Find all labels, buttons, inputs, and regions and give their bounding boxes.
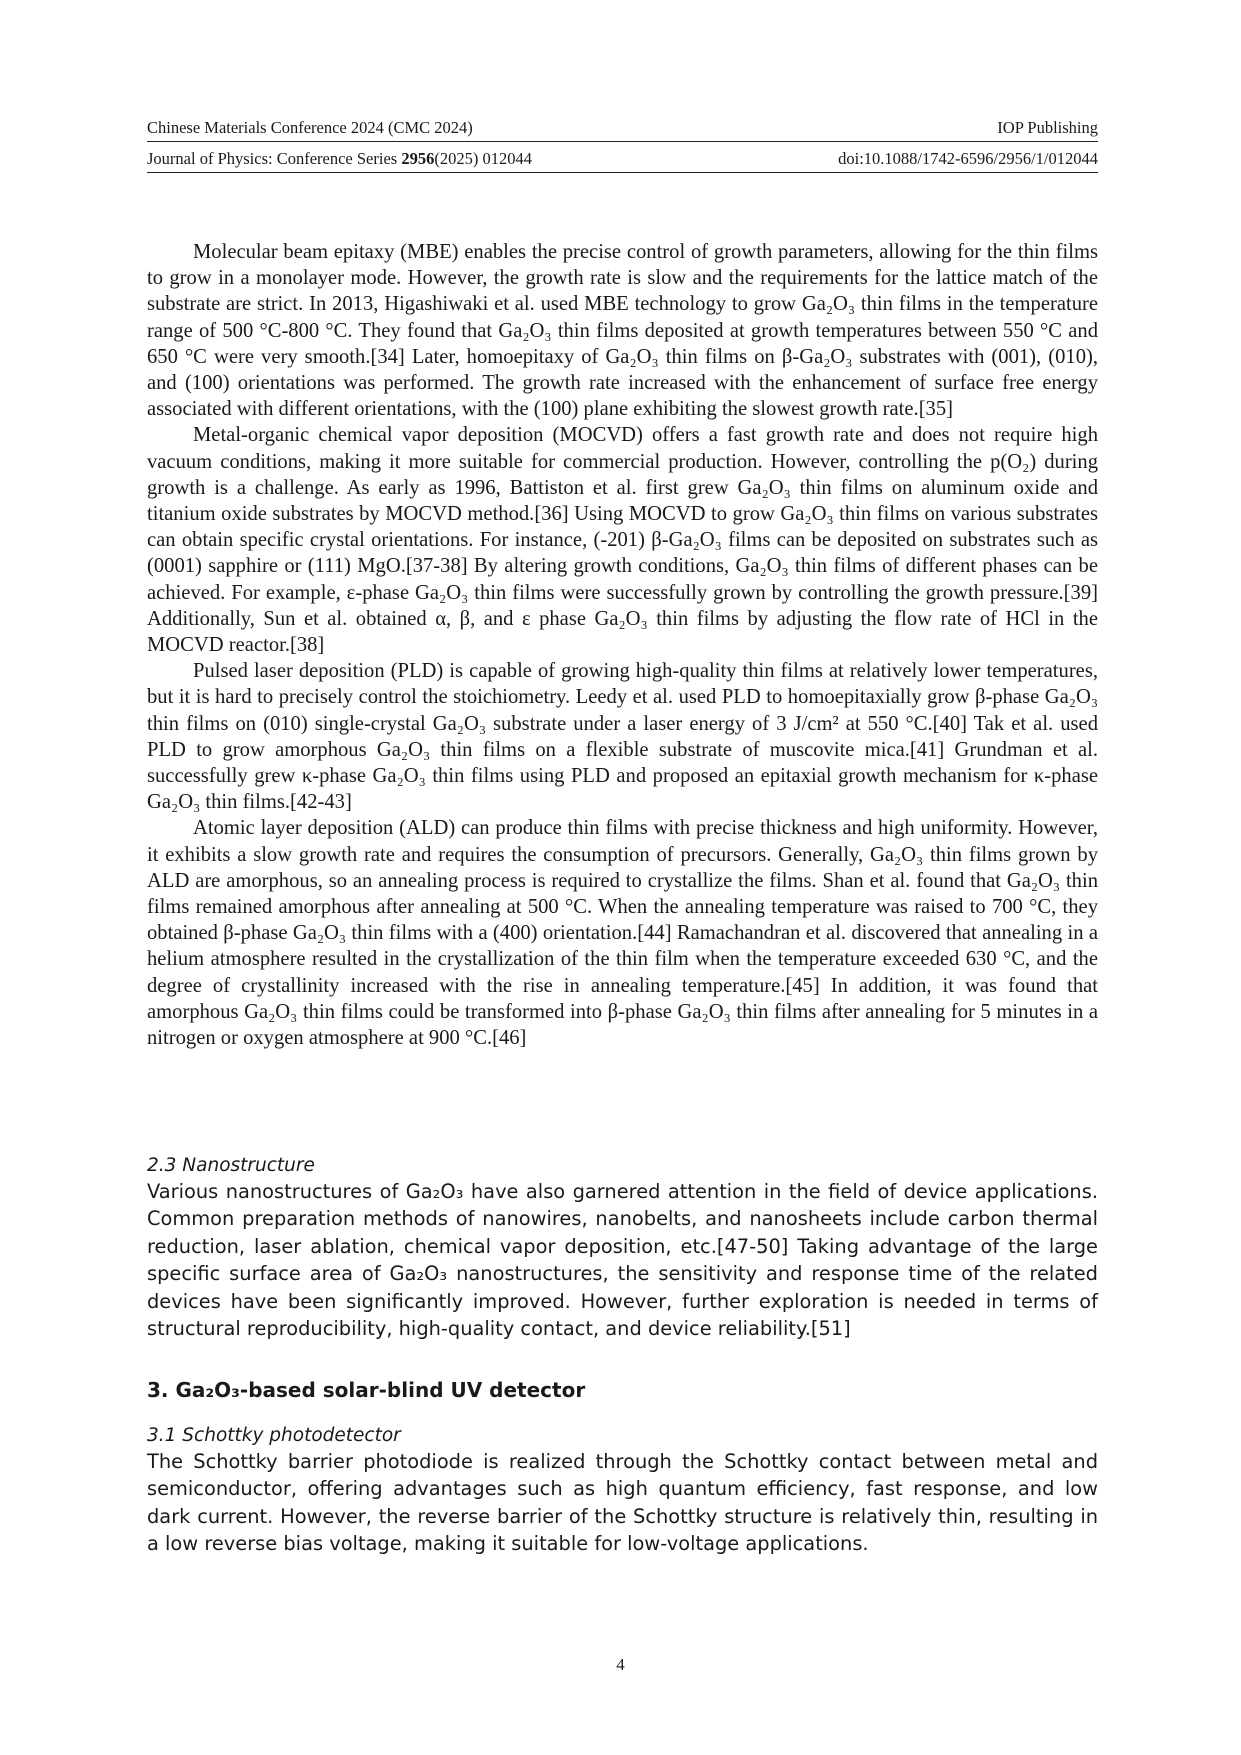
- running-header-bottom: [147, 149, 1098, 169]
- section-schottky: [147, 1424, 1098, 1558]
- journal-year-article: (2025) 012044: [434, 149, 532, 168]
- paragraph-nanostructure: Various nanostructures of Ga₂O₃ have also garnered attention in the field of device applications. Common preparation methods of nanowires, nanobelts, and nanosheets include carbon thermal reduction, laser ablation, chemical vapor deposition, etc.[47-50] Taking advantage of the large specific surface area of Ga₂O₃ nanostructures, the sensitivity and response time of the related devices have been significantly improved. However, further exploration is needed in terms of structural reproducibility, high-quality contact, and device reliability.[51]: [147, 1180, 1098, 1341]
- growth-methods-text: [147, 239, 1098, 1051]
- paragraph-mocvd: Metal-organic chemical vapor deposition (MOCVD) offers a fast growth rate and does not require high vacuum conditions, making it more suitable for commercial production. However, controlling the p(O₂) during growth is a challenge. As early as 1996, Battiston et al. first grew Ga₂O₃ thin films on aluminum oxide and titanium oxide substrates by MOCVD method.[36] Using MOCVD to grow Ga₂O₃ thin films on various substrates can obtain specific crystal orientations. For instance, (-201) β-Ga₂O₃ films can be deposited on substrates such as (0001) sapphire or (111) MgO.[37-38] By altering growth conditions, Ga₂O₃ thin films of different phases can be achieved. For example, ε-phase Ga₂O₃ thin films were successfully grown by controlling the growth pressure.[39] Additionally, Sun et al. obtained α, β, and ε phase Ga₂O₃ thin films by adjusting the flow rate of HCl in the MOCVD reactor.[38]: [147, 424, 1098, 657]
- section-nanostructure: [147, 1154, 1098, 1342]
- journal-citation: [147, 149, 532, 169]
- section-heading: 3. Ga₂O₃-based solar-blind UV detector: [147, 1378, 586, 1402]
- journal-name: Journal of Physics: Conference Series: [147, 149, 402, 168]
- paragraph-pld: Pulsed laser deposition (PLD) is capable of growing high-quality thin films at relatively lower temperatures, but it is hard to precisely control the stoichiometry. Leedy et al. used PLD to homoepitaxially grow β-phase Ga₂O₃ thin films on (010) single-crystal Ga₂O₃ substrate under a laser energy of 3 J/cm² at 550 °C.[40] Tak et al. used PLD to grow amorphous Ga₂O₃ thin films on a flexible substrate of muscovite mica.[41] Grundman et al. successfully grew κ-phase Ga₂O₃ thin films using PLD and proposed an epitaxial growth mechanism for κ-phase Ga₂O₃ thin films.[42-43]: [147, 660, 1098, 814]
- page-number: 4: [616, 1655, 625, 1674]
- header-rule-bottom: [147, 172, 1098, 173]
- section-detector: [147, 1377, 1098, 1403]
- header-rule-top: [147, 141, 1098, 142]
- subsection-heading: 3.1 Schottky photodetector: [147, 1425, 401, 1446]
- running-header-top: [147, 118, 1098, 138]
- doi-link[interactable]: doi:10.1088/1742-6596/2956/1/012044: [838, 149, 1098, 168]
- paragraph-mbe: Molecular beam epitaxy (MBE) enables the precise control of growth parameters, allowing for the thin films to grow in a monolayer mode. However, the growth rate is slow and the requirements for the lattice match of the substrate are strict. In 2013, Higashiwaki et al. used MBE technology to grow Ga₂O₃ thin films in the temperature range of 500 °C-800 °C. They found that Ga₂O₃ thin films deposited at growth temperatures between 550 °C and 650 °C were very smooth.[34] Later, homoepitaxy of Ga₂O₃ thin films on β-Ga₂O₃ substrates with (001), (010), and (100) orientations was performed. The growth rate increased with the enhancement of surface free energy associated with different orientations, with the (100) plane exhibiting the slowest growth rate.[35]: [147, 241, 1098, 421]
- journal-volume: 2956: [401, 149, 435, 168]
- paragraph-schottky: The Schottky barrier photodiode is realized through the Schottky contact between metal and semiconductor, offering advantages such as high quantum efficiency, fast response, and low dark current. However, the reverse barrier of the Schottky structure is relatively thin, resulting in a low reverse bias voltage, making it suitable for low-voltage applications.: [147, 1450, 1098, 1556]
- conference-name: Chinese Materials Conference 2024 (CMC 2024): [147, 118, 473, 137]
- subsection-heading: 2.3 Nanostructure: [147, 1155, 315, 1176]
- paragraph-ald: Atomic layer deposition (ALD) can produce thin films with precise thickness and high uniformity. However, it exhibits a slow growth rate and requires the consumption of precursors. Generally, Ga₂O₃ thin films grown by ALD are amorphous, so an annealing process is required to crystallize the films. Shan et al. found that Ga₂O₃ thin films remained amorphous after annealing at 500 °C. When the annealing temperature was raised to 700 °C, they obtained β-phase Ga₂O₃ thin films with a (400) orientation.[44] Ramachandran et al. discovered that annealing in a helium atmosphere resulted in the crystallization of the thin film when the temperature exceeded 630 °C, and the degree of crystallinity increased with the rise in annealing temperature.[45] In addition, it was found that amorphous Ga₂O₃ thin films could be transformed into β-phase Ga₂O₃ thin films after annealing for 5 minutes in a nitrogen or oxygen atmosphere at 900 °C.[46]: [147, 817, 1098, 1050]
- publisher-name: IOP Publishing: [997, 118, 1098, 137]
